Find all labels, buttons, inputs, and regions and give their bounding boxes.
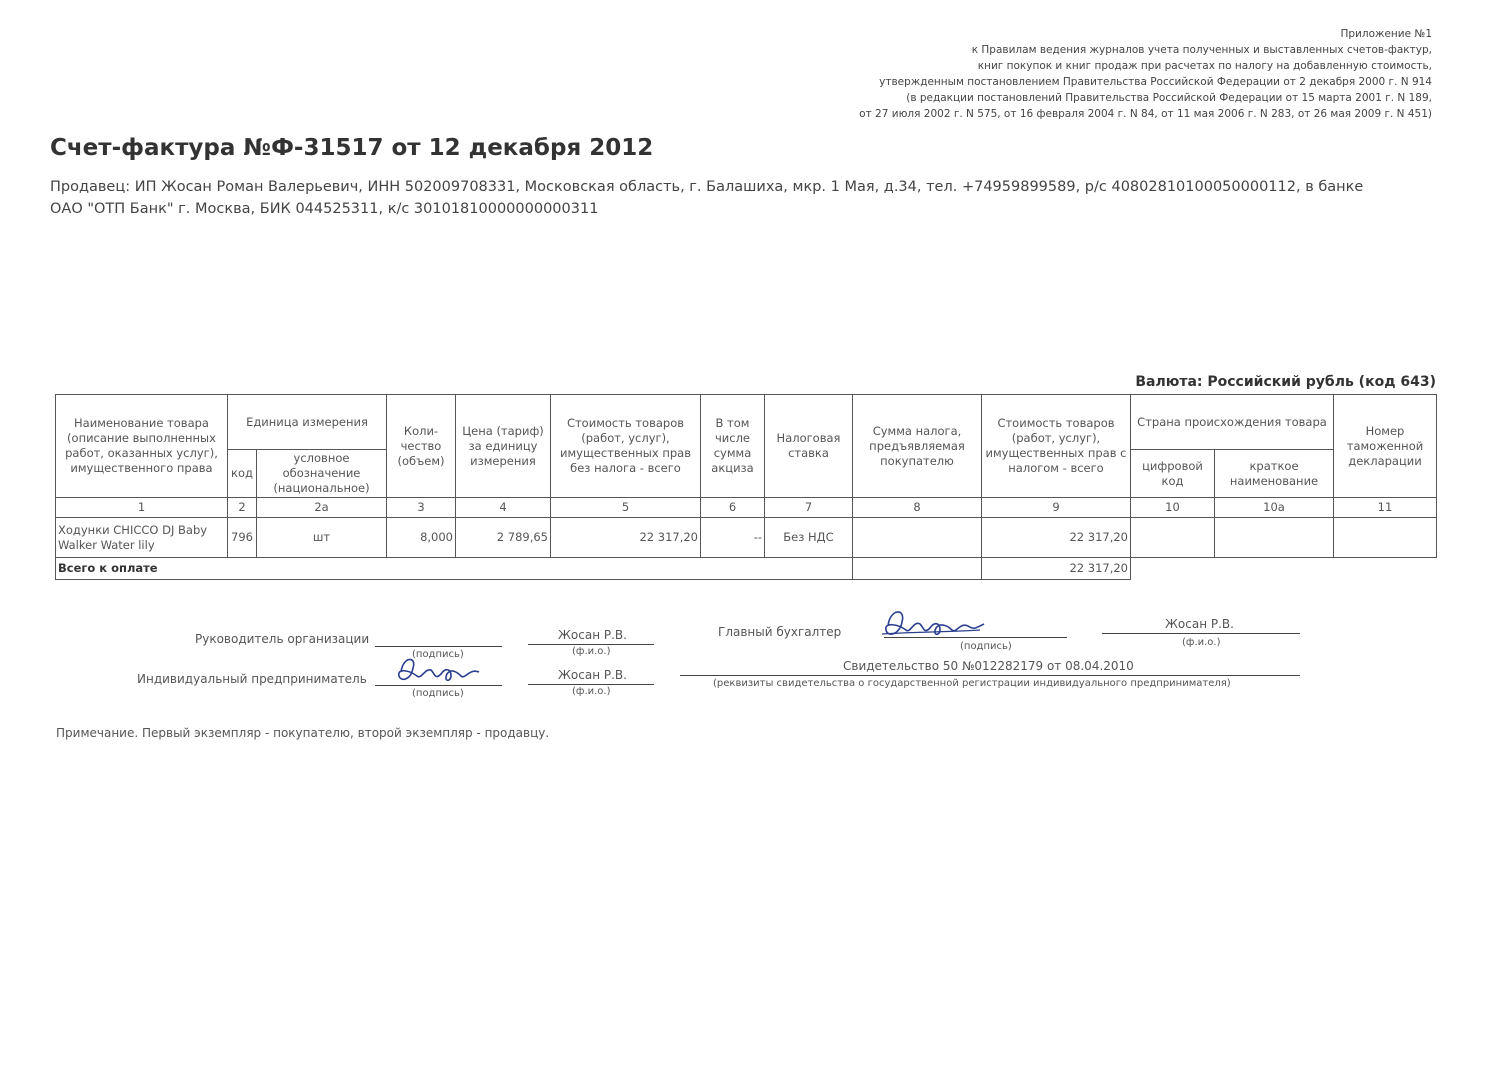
cell-cost-no-tax: 22 317,20 [551,518,701,558]
cell-qty: 8,000 [387,518,456,558]
cell-price: 2 789,65 [456,518,551,558]
col-number: 8 [853,498,982,518]
entrepreneur-sign-caption: (подпись) [412,688,464,699]
header-cost-no-tax: Стоимость товаров (работ, услуг), имущественных прав без налога - всего [551,395,701,498]
entrepreneur-label: Индивидуальный предприниматель [137,672,367,686]
col-number: 6 [701,498,765,518]
entrepreneur-signature [395,652,485,688]
col-number: 10 [1131,498,1215,518]
head-label: Руководитель организации [195,632,370,646]
cell-customs [1334,518,1437,558]
cell-unit-code: 796 [228,518,257,558]
header-name: Наименование товара (описание выполненных работ, оказанных услуг), имущественного права [56,395,228,498]
table-row [56,518,1437,558]
header-country-name: краткое наименование [1215,450,1334,498]
cell-tax-rate: Без НДС [765,518,853,558]
appendix-line: Приложение №1 [1340,28,1432,40]
col-number: 2а [257,498,387,518]
col-number: 10а [1215,498,1334,518]
header-unit: Единица измерения [228,395,387,450]
header-unit-symbol: условное обозначение (национальное) [257,450,387,498]
total-label: Всего к оплате [56,558,853,580]
col-number: 9 [982,498,1131,518]
invoice-title: Счет-фактура №Ф-31517 от 12 декабря 2012 [50,135,654,161]
appendix-line: от 27 июля 2002 г. N 575, от 16 февраля 2004 г. N 84, от 11 мая 2006 г. N 283, от 26 мая 2009 г. N 451) [859,108,1432,120]
entrepreneur-sign-line [375,685,502,686]
header-cost-with-tax: Стоимость товаров (работ, услуг), имущественных прав с налогом - всего [982,395,1131,498]
entrepreneur-name-caption: (ф.и.о.) [572,686,611,697]
appendix-line: к Правилам ведения журналов учета полученных и выставленных счетов-фактур, [971,44,1432,56]
cell-name: Ходунки CHICCO DJ Baby Walker Water lily [56,518,228,558]
seller-details: Продавец: ИП Жосан Роман Валерьевич, ИНН 502009708331, Московская область, г. Балашиха, мкр. 1 Мая, д.34, тел. +74959899589, р/с 40802810100050000112, в банке ОАО "ОТП Банк" г. Москва, БИК 044525311, к/с 30101810000000000311 [50,179,1364,217]
accountant-name: Жосан Р.В. [1165,617,1234,631]
head-name-caption: (ф.и.о.) [572,646,611,657]
total-empty [1131,558,1437,580]
cell-country-name [1215,518,1334,558]
header-tax-rate: Налоговая ставка [765,395,853,498]
header-country-code: цифровой код [1131,450,1215,498]
certificate-caption: (реквизиты свидетельства о государственной регистрации индивидуального предпринимателя) [713,678,1231,689]
col-number: 7 [765,498,853,518]
head-sign-caption: (подпись) [412,649,464,660]
appendix-line: книг покупок и книг продаж при расчетах по налогу на добавленную стоимость, [977,60,1432,72]
cell-cost-with-tax: 22 317,20 [982,518,1131,558]
col-number: 5 [551,498,701,518]
header-unit-code: код [228,450,257,498]
cell-excise: -- [701,518,765,558]
cell-country-code [1131,518,1215,558]
accountant-sign-caption: (подпись) [960,641,1012,652]
total-cost-with-tax: 22 317,20 [982,558,1131,580]
appendix-line: утвержденным постановлением Правительства Российской Федерации от 2 декабря 2000 г. N 914 [879,76,1432,88]
certificate-line [680,675,1300,676]
appendix-line: (в редакции постановлений Правительства Российской Федерации от 15 марта 2001 г. N 189, [906,92,1432,104]
head-sign-line [375,646,502,647]
accountant-sign-line [884,637,1067,638]
accountant-name-caption: (ф.и.о.) [1182,637,1221,648]
header-tax-sum: Сумма налога, предъявляемая покупателю [853,395,982,498]
appendix-block [712,26,1432,122]
certificate-text: Свидетельство 50 №012282179 от 08.04.2010 [843,659,1134,673]
header-price: Цена (тариф) за единицу измерения [456,395,551,498]
header-customs: Номер таможенной декларации [1334,395,1437,498]
col-number: 11 [1334,498,1437,518]
header-qty: Коли-чество (объем) [387,395,456,498]
footnote: Примечание. Первый экземпляр - покупателю, второй экземпляр - продавцу. [56,726,550,740]
col-number: 4 [456,498,551,518]
header-excise: В том числе сумма акциза [701,395,765,498]
accountant-label: Главный бухгалтер [718,625,842,639]
currency-label: Валюта: Российский рубль (код 643) [1135,374,1436,390]
accountant-signature [880,604,990,644]
total-row [56,558,1437,580]
cell-tax-sum [853,518,982,558]
head-name-line [528,644,654,645]
invoice-table [55,394,1437,580]
cell-unit-symbol: шт [257,518,387,558]
col-number: 1 [56,498,228,518]
head-name: Жосан Р.В. [558,628,627,642]
col-number: 3 [387,498,456,518]
accountant-name-line [1102,633,1300,634]
col-number: 2 [228,498,257,518]
entrepreneur-name-line [528,684,654,685]
total-tax-sum [853,558,982,580]
entrepreneur-name: Жосан Р.В. [558,668,627,682]
header-country: Страна происхождения товара [1131,395,1334,450]
